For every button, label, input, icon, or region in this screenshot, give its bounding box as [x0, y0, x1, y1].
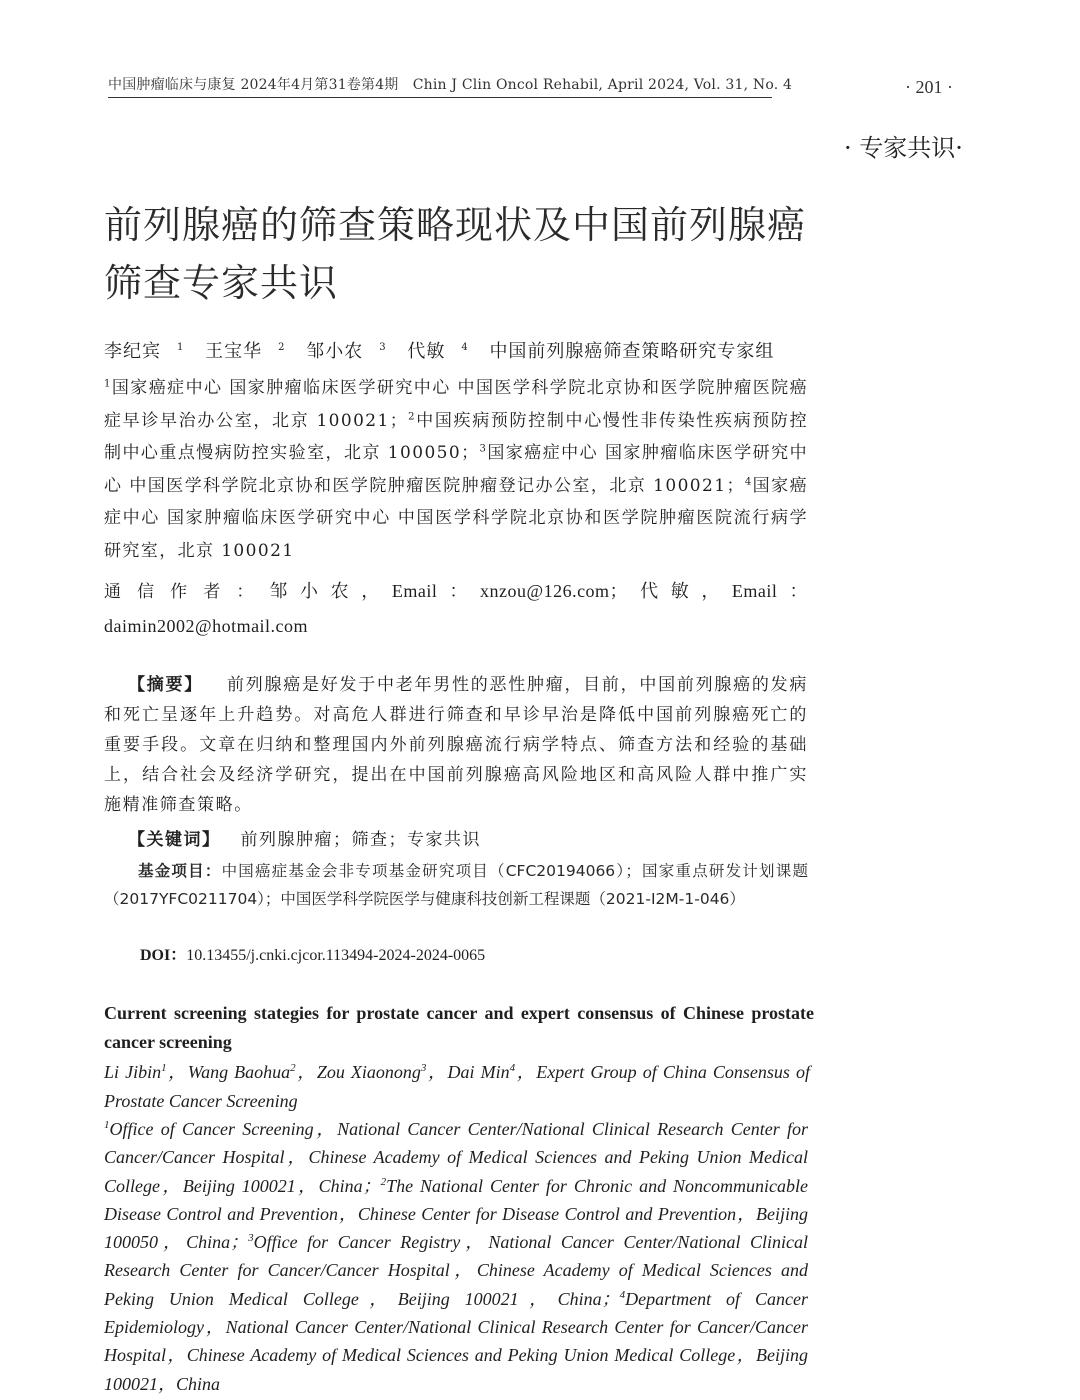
corresponding-author [104, 574, 808, 643]
page-number: · 201 · [905, 77, 953, 97]
author-group: 中国前列腺癌筛查策略研究专家组 [489, 341, 775, 362]
affiliation: 中国疾病预防控制中心慢性非传染性疾病预防控制中心重点慢病防控实验室，北京 100050； [104, 410, 808, 464]
english-affiliation: Office of Cancer Screening，National Cancer Center/National Clinical Research Center for Cancer/Cancer Hospital，Chinese Academy of Medical Sciences and Peking Union Medical College，Beijing 100021，China； [104, 1119, 808, 1196]
english-affiliation: Department of Cancer Epidemiology，National Cancer Center/National Clinical Research Center for Cancer/Cancer Hospital，Chinese Academy of Medical Sciences and Peking Union Medical College，Beijing 100021，China [104, 1288, 808, 1394]
keywords [128, 826, 808, 854]
english-affiliations: $^1$Office of Cancer Screening，National Cancer Center/National Clinical Research Center for Cancer/Cancer Hospital，Chinese Academy of Medical Sciences and Peking Union Medical College，Beijing 100021，China；$^2$The National Center for Chronic and Noncommunicable Disease Control and Prevention，Chinese Center for Disease Control and Prevention，Beijing 100050，China；$^3$Office for Cancer Registry，National Cancer Center/National Clinical Research Center for Cancer/Cancer Hospital，Chinese Academy of Medical Sciences and Peking Union Medical College，Beijing 100021，China；$^4$Department of Cancer Epidemiology，National Cancer Center/National Clinical Research Center for Cancer/Cancer Hospital，Chinese Academy of Medical Sciences and Peking Union Medical College，Beijing 100021，China [104, 1119, 809, 1394]
author: 邹小农 $^3$ [306, 341, 387, 362]
keywords-text: 前列腺肿瘤；筛查；专家共识 [240, 830, 481, 850]
corresponding-text: 邹小农，Email：xnzou@126.com；代敏，Email：daimin2002@hotmail.com [104, 581, 809, 636]
doi-label: DOI： [140, 947, 187, 964]
funding [104, 858, 808, 913]
affiliations: $^1$国家癌症中心 国家肿瘤临床医学研究中心 中国医学科学院北京协和医学院肿瘤医院癌症早诊早治办公室，北京 100021；$^2$中国疾病预防控制中心慢性非传染性疾病预防控制中心重点慢病防控实验室，北京 100050；$^3$国家癌症中心 国家肿瘤临床医学研究中心 中国医学科学院北京协和医学院肿瘤医院肿瘤登记办公室，北京 100021；$^4$国家癌症中心 国家肿瘤临床医学研究中心 中国医学科学院北京协和医学院肿瘤医院流行病学研究室，北京 100021 [104, 378, 808, 561]
english-affiliation: The National Center for Chronic and Noncommunicable Disease Control and Prevention，Chinese Center for Disease Control and Prevention，Beijing 100050，China； [104, 1175, 809, 1253]
running-header: 中国肿瘤临床与康复 2024年4月第31卷第4期 Chin J Clin Oncol Rehabil, April 2024, Vol. 31, No. 4 [108, 74, 772, 98]
abstract-text: 前列腺癌是好发于中老年男性的恶性肿瘤，目前，中国前列腺癌的发病和死亡呈逐年上升趋势。对高危人群进行筛查和早诊早治是降低中国前列腺癌死亡的重要手段。文章在归纳和整理国内外前列腺癌流行病学特点、筛查方法和经验的基础上，结合社会及经济学研究，提出在中国前列腺癌高风险地区和高风险人群中推广实施精准筛查策略。 [104, 675, 808, 815]
affiliation: 国家癌症中心 国家肿瘤临床医学研究中心 中国医学科学院北京协和医学院肿瘤医院肿瘤登记办公室，北京 100021； [104, 443, 808, 496]
author: 李纪宾 $^1$ [104, 341, 185, 362]
title-line-1: 前列腺癌的筛查策略现状及中国前列腺癌 [104, 203, 807, 247]
affiliation: 国家癌症中心 国家肿瘤临床医学研究中心 中国医学科学院北京协和医学院肿瘤医院流行病学研究室，北京 100021 [104, 475, 808, 561]
english-affiliation: Office for Cancer Registry，National Cancer Center/National Clinical Research Center for Cancer/Cancer Hospital，Chinese Academy of Medical Sciences and Peking Union Medical College，Beijing 100021，China； [104, 1232, 808, 1309]
english-title: Current screening stategies for prostate cancer and expert consensus of Chinese prostate cancer screening [104, 1003, 814, 1052]
funding-label: 基金项目： [138, 862, 222, 880]
affiliation: 国家癌症中心 国家肿瘤临床医学研究中心 中国医学科学院北京协和医学院肿瘤医院癌症早诊早治办公室，北京 100021； [104, 378, 808, 431]
doi [140, 942, 800, 970]
author-list [104, 338, 824, 366]
corresponding-label: 通信作者： [104, 582, 270, 602]
funding-text: 中国癌症基金会非专项基金研究项目（CFC20194066）；国家重点研发计划课题（2017YFC0211704）；中国医学科学院医学与健康科技创新工程课题（2021-I2M-1-046） [104, 862, 808, 908]
column-label: · 专家共识· [844, 134, 963, 162]
abstract-label: 【摘要】 [128, 675, 203, 695]
author: 王宝华 $^2$ [205, 341, 286, 362]
doi-value: 10.13455/j.cnki.cjcor.113494-2024-2024-0065 [186, 947, 486, 964]
article-title [104, 196, 844, 312]
english-author-list: Li Jibin$^1$，Wang Baohua$^2$，Zou Xiaonong$^3$，Dai Min$^4$，Expert Group of China Consensus of Prostate Cancer Screening [104, 1062, 811, 1111]
title-line-2: 筛查专家共识 [104, 261, 339, 305]
abstract [104, 670, 808, 820]
keywords-label: 【关键词】 [128, 830, 221, 850]
author: 代敏 $^4$ [407, 341, 469, 362]
